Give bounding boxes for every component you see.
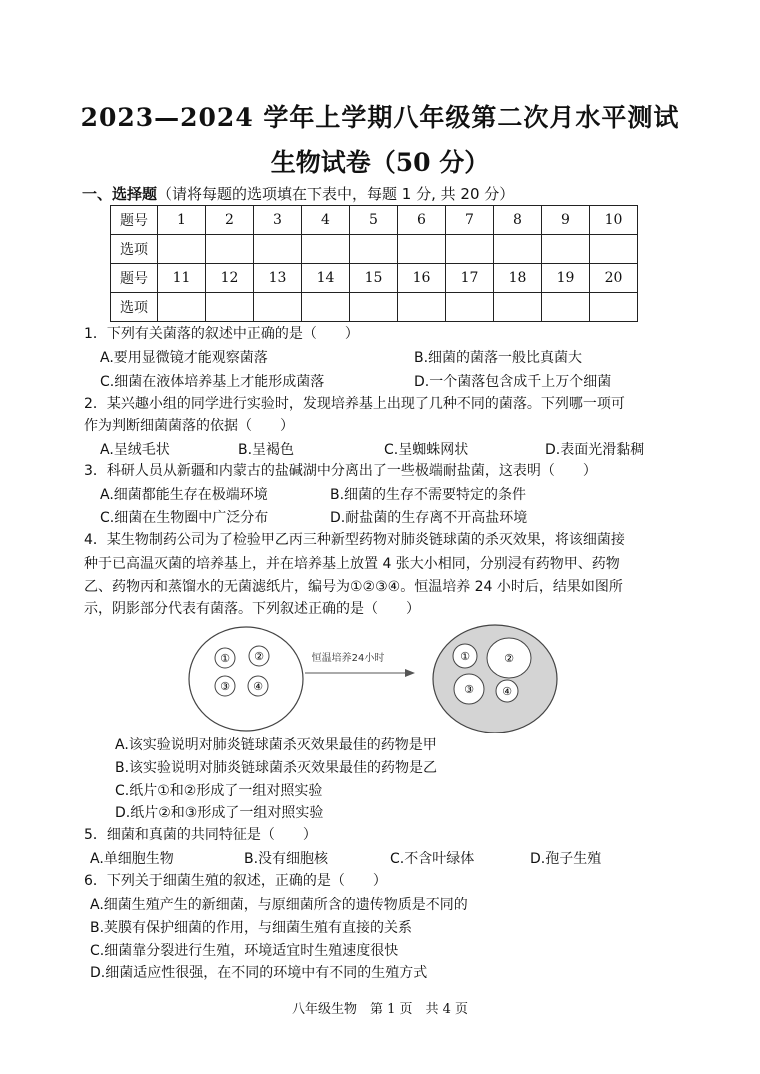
question-5-option-a[interactable]: A.单细胞生物 [90,851,174,867]
disc-label: ③ [464,683,474,696]
answer-cell[interactable] [302,293,350,322]
table-row [111,293,638,322]
question-1-option-a[interactable]: A.要用显微镜才能观察菌落 [100,350,268,366]
answer-cell[interactable] [398,235,446,264]
table-label: 选项 [111,235,158,264]
answer-cell[interactable] [302,235,350,264]
question-number: 11 [158,264,206,293]
question-1-option-c[interactable]: C.细菌在液体培养基上才能形成菌落 [100,374,325,390]
answer-cell[interactable] [158,293,206,322]
section-heading [82,183,514,204]
question-number: 9 [542,206,590,235]
answer-cell[interactable] [494,235,542,264]
answer-cell[interactable] [446,235,494,264]
question-1-option-d[interactable]: D.一个菌落包含成千上万个细菌 [414,374,612,390]
question-5-stem: 5．细菌和真菌的共同特征是（ ） [84,827,317,843]
answer-cell[interactable] [350,235,398,264]
disc-label: ① [220,652,230,665]
exam-title: 2023—2024 学年上学期八年级第二次月水平测试 [80,103,680,132]
disc-label: ② [504,652,514,665]
question-number: 3 [254,206,302,235]
question-3-stem: 3．科研人员从新疆和内蒙古的盐碱湖中分离出了一些极端耐盐菌，这表明（ ） [84,463,597,479]
arrow-head-icon [405,669,415,677]
answer-table [110,205,638,322]
question-6-option-a[interactable]: A.细菌生殖产生的新细菌，与原细菌所含的遗传物质是不同的 [90,897,468,913]
disc-label: ① [460,650,470,663]
disc-label: ③ [220,680,230,693]
question-2-option-d[interactable]: D.表面光滑黏稠 [545,442,645,458]
question-4-option-a[interactable]: A.该实验说明对肺炎链球菌杀灭效果最佳的药物是甲 [115,737,437,753]
page-footer: 八年级生物 第 1 页 共 4 页 [291,1002,469,1017]
answer-cell[interactable] [350,293,398,322]
question-number: 4 [302,206,350,235]
answer-cell[interactable] [398,293,446,322]
question-4-option-b[interactable]: B.该实验说明对肺炎链球菌杀灭效果最佳的药物是乙 [115,760,438,776]
question-number: 10 [590,206,638,235]
question-6-option-c[interactable]: C.细菌靠分裂进行生殖，环境适宜时生殖速度很快 [90,943,399,959]
answer-cell[interactable] [590,293,638,322]
answer-cell[interactable] [590,235,638,264]
table-label: 选项 [111,293,158,322]
question-number: 7 [446,206,494,235]
question-1-stem: 1．下列有关菌落的叙述中正确的是（ ） [84,326,359,342]
question-2-option-c[interactable]: C.呈蜘蛛网状 [384,442,469,458]
answer-cell[interactable] [494,293,542,322]
question-5-option-d[interactable]: D.孢子生殖 [530,851,602,867]
table-label: 题号 [111,264,158,293]
question-2-option-b[interactable]: B.呈褐色 [238,442,295,458]
disc-label: ② [254,650,264,663]
answer-cell[interactable] [206,293,254,322]
answer-cell[interactable] [158,235,206,264]
question-6-option-d[interactable]: D.细菌适应性很强，在不同的环境中有不同的生殖方式 [90,965,428,981]
question-number: 13 [254,264,302,293]
disc-label: ④ [502,685,512,698]
question-number: 2 [206,206,254,235]
question-4-option-d[interactable]: D.纸片②和③形成了一组对照实验 [115,805,324,821]
question-1-option-b[interactable]: B.细菌的菌落一般比真菌大 [414,350,583,366]
disc-label: ④ [253,680,263,693]
question-3-option-b[interactable]: B.细菌的生存不需要特定的条件 [330,487,527,503]
answer-cell[interactable] [254,235,302,264]
table-row [111,235,638,264]
question-5-option-b[interactable]: B.没有细胞核 [244,851,329,867]
question-4-stem: 4．某生物制药公司为了检验甲乙丙三种新型药物对肺炎链球菌的杀灭效果，将该细菌接 [84,532,625,548]
table-row [111,264,638,293]
exam-subtitle: 生物试卷（50 分） [270,148,490,177]
question-number: 12 [206,264,254,293]
arrow-label: 恒温培养24小时 [311,653,385,664]
question-number: 20 [590,264,638,293]
dish-before [189,627,303,731]
question-number: 17 [446,264,494,293]
question-number: 1 [158,206,206,235]
section-note: （请将每题的选项填在下表中，每题 1 分, 共 20 分） [157,185,515,203]
answer-cell[interactable] [254,293,302,322]
question-2-stem-cont: 作为判断细菌菌落的依据（ ） [84,418,294,434]
dish-after [433,625,557,733]
question-4-stem-cont: 乙、药物丙和蒸馏水的无菌滤纸片，编号为①②③④。恒温培养 24 小时后，结果如图所 [84,579,623,595]
question-number: 8 [494,206,542,235]
question-number: 6 [398,206,446,235]
question-6-option-b[interactable]: B.荚膜有保护细菌的作用，与细菌生殖有直接的关系 [90,920,413,936]
answer-cell[interactable] [542,293,590,322]
question-number: 15 [350,264,398,293]
question-3-option-a[interactable]: A.细菌都能生存在极端环境 [100,487,268,503]
answer-cell[interactable] [206,235,254,264]
question-number: 19 [542,264,590,293]
question-6-stem: 6．下列关于细菌生殖的叙述，正确的是（ ） [84,873,387,889]
answer-cell[interactable] [542,235,590,264]
table-label: 题号 [111,206,158,235]
question-3-option-c[interactable]: C.细菌在生物圈中广泛分布 [100,510,269,526]
question-number: 16 [398,264,446,293]
question-4-stem-cont: 种于已高温灭菌的培养基上，并在培养基上放置 4 张大小相同，分别浸有药物甲、药物 [84,556,620,572]
question-2-stem: 2．某兴趣小组的同学进行实验时，发现培养基上出现了几种不同的菌落。下列哪一项可 [84,396,625,412]
petri-dish-figure [185,623,565,733]
question-number: 14 [302,264,350,293]
table-row [111,206,638,235]
question-number: 18 [494,264,542,293]
answer-cell[interactable] [446,293,494,322]
question-5-option-c[interactable]: C.不含叶绿体 [390,851,475,867]
question-4-option-c[interactable]: C.纸片①和②形成了一组对照实验 [115,783,323,799]
question-number: 5 [350,206,398,235]
question-4-stem-cont: 示，阴影部分代表有菌落。下列叙述正确的是（ ） [84,601,420,617]
question-3-option-d[interactable]: D.耐盐菌的生存离不开高盐环境 [330,510,528,526]
question-2-option-a[interactable]: A.呈绒毛状 [100,442,170,458]
section-title: 一、选择题 [82,185,158,203]
